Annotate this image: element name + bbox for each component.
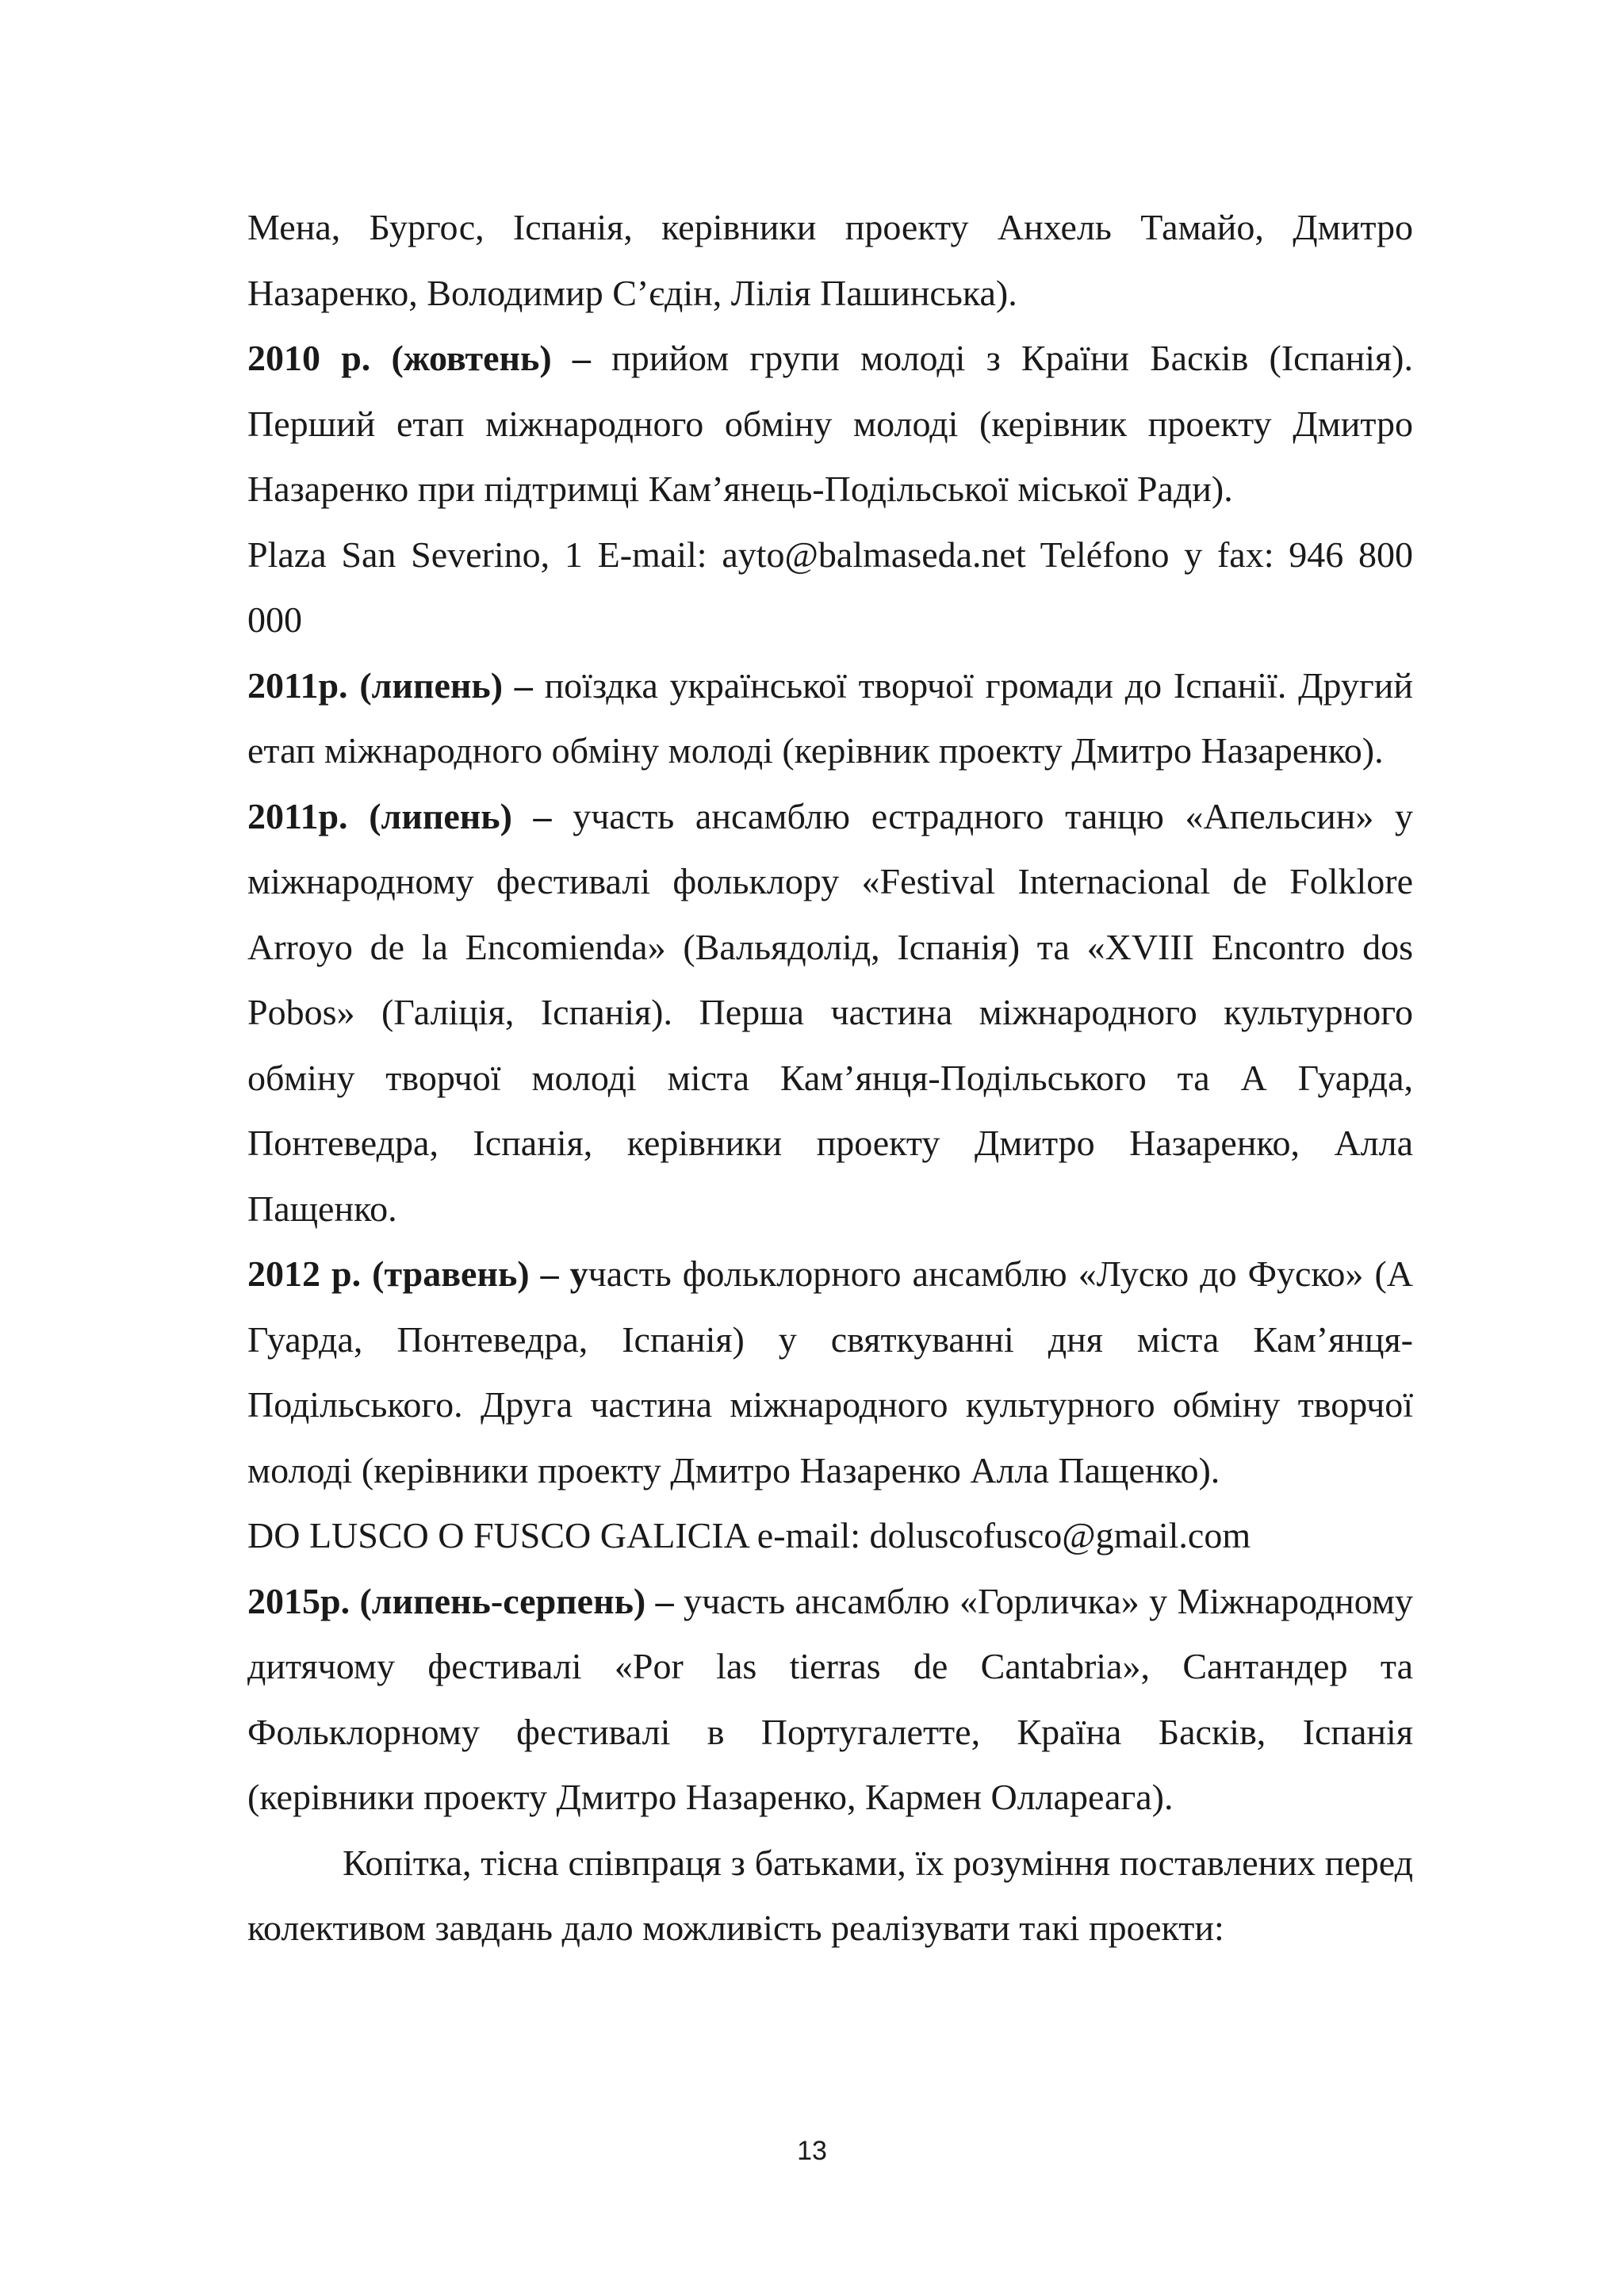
paragraph-text: прийом групи молоді з Країни Басків (Іспанія). Перший етап міжнародного обміну молоді (керівник проекту Дмитро Назаренко при підтримці Кам’янець-Подільської міської Ради). (247, 338, 1413, 509)
paragraph-date: 2011р. (липень) – (247, 664, 533, 706)
paragraph-2010-october (247, 326, 1413, 522)
paragraph-text: часть фольклорного ансамблю «Луско до Фуско» (А Гуарда, Понтеведра, Іспанія) у святкуванні дня міста Кам’янця-Подільського. Друга частина міжнародного культурного обміну творчої молоді (керівники проекту Дмитро Назаренко Алла Пащенко). (247, 1253, 1413, 1490)
paragraph-2011-july-festival (247, 784, 1413, 1242)
paragraph-date: 2015р. (липень-серпень) – (247, 1580, 674, 1621)
document-body (247, 195, 1413, 1961)
paragraph-text: участь ансамблю естрадного танцю «Апельсин» у міжнародному фестивалі фольклору «Festival Internacional de Folklore Arroyo de la Encomienda» (Вальядолід, Іспанія) та «XVIII Encontro dos Pobos» (Галіція, Іспанія). Перша частина міжнародного культурного обміну творчої молоді міста Кам’янця-Подільського та А Гуарда, Понтеведра, Іспанія, керівники проекту Дмитро Назаренко, Алла Пащенко. (247, 795, 1413, 1229)
paragraph-2015-july-august (247, 1569, 1413, 1831)
paragraph-date: 2012 р. (травень) – у (247, 1253, 588, 1294)
paragraph-2011-july-trip (247, 653, 1413, 784)
paragraph-text: DO LUSCO O FUSCO GALICIA e-mail: doluscofusco@gmail.com (247, 1515, 1251, 1556)
page-number: 13 (797, 2136, 827, 2166)
paragraph-date: 2011р. (липень) – (247, 795, 552, 836)
paragraph-closing (247, 1831, 1413, 1961)
paragraph-text: поїздка української творчої громади до Іспанії. Другий етап міжнародного обміну молоді (керівник проекту Дмитро Назаренко). (247, 664, 1413, 771)
paragraph-contact-balmaseda (247, 522, 1413, 653)
paragraph-text: Мена, Бургос, Іспанія, керівники проекту Анхель Тамайо, Дмитро Назаренко, Володимир С’єдін, Лілія Пашинська). (247, 207, 1413, 313)
paragraph-2012-may (247, 1242, 1413, 1503)
paragraph-text: Копітка, тісна співпраця з батьками, їх розуміння поставлених перед колективом завдань дало можливість реалізувати такі проекти: (247, 1842, 1413, 1948)
paragraph-contact-galicia (247, 1503, 1413, 1569)
paragraph-text: Plaza San Severino, 1 E-mail: ayto@balmaseda.net Teléfono y fax: 946 800 000 (247, 534, 1413, 640)
paragraph-project-continuation (247, 195, 1413, 326)
paragraph-text: участь ансамблю «Горличка» у Міжнародному дитячому фестивалі «Por las tierras de Cantabria», Сантандер та Фольклорному фестивалі в Португалетте, Країна Басків, Іспанія (керівники проекту Дмитро Назаренко, Кармен Оллареага). (247, 1580, 1413, 1817)
paragraph-date: 2010 р. (жовтень) – (247, 338, 591, 378)
